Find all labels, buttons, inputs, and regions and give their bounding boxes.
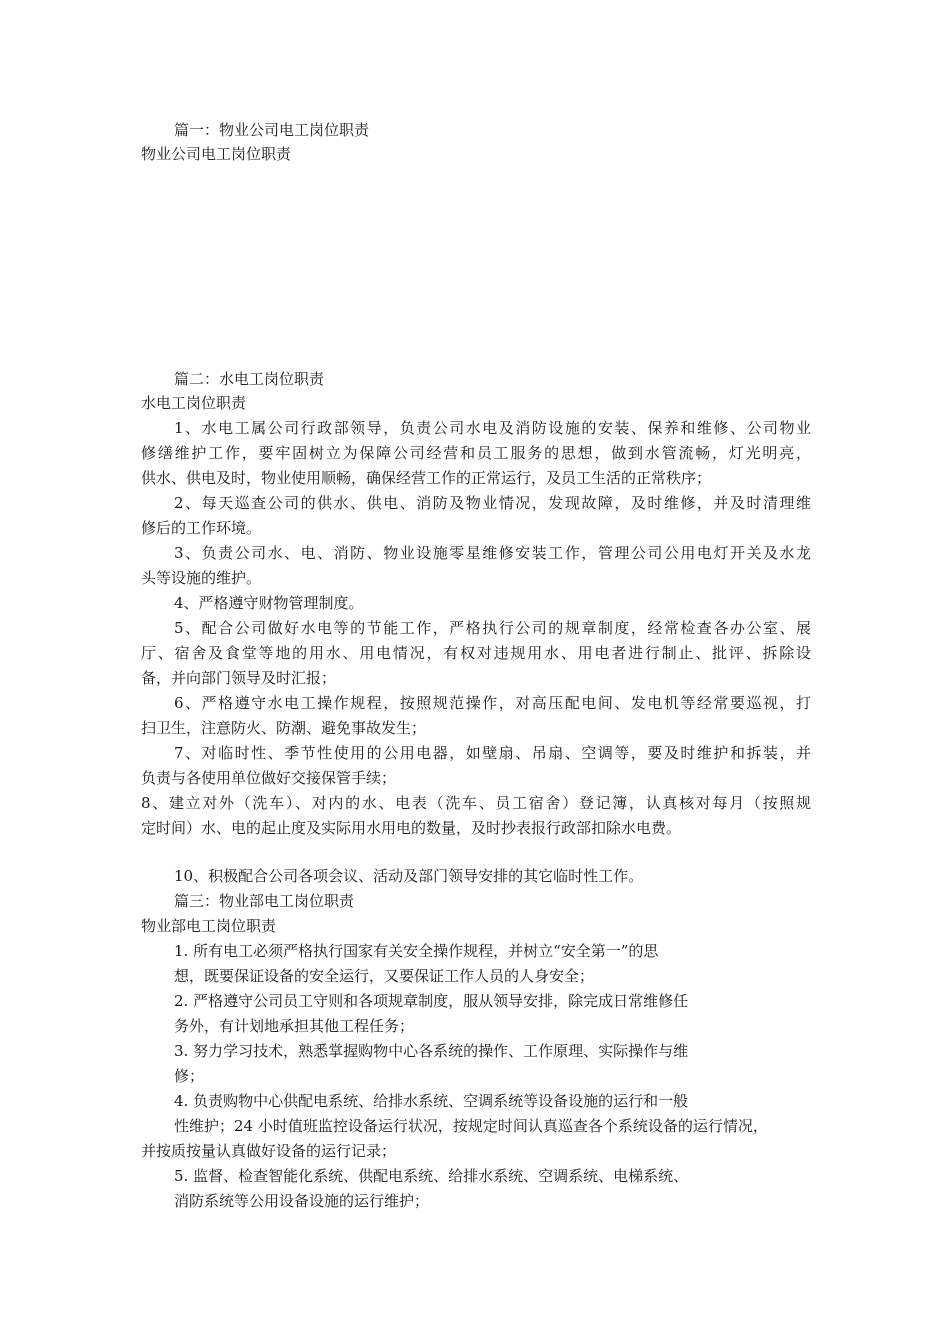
section2-line: 供水、供电及时，物业使用顺畅，确保经营工作的正常运行，及员工生活的正常秩序； bbox=[141, 469, 712, 487]
section3-line: 想，既要保证设备的安全运行，又要保证工作人员的人身安全； bbox=[174, 967, 595, 985]
section2-line: 修缮维护工作，要牢固树立为保障公司经营和员工服务的思想，做到水管流畅，灯光明亮， bbox=[141, 444, 811, 462]
section1-title: 物业公司电工岗位职责 bbox=[141, 145, 292, 163]
section3-line: 性维护；24 小时值班监控设备运行状况，按规定时间认真巡查各个系统设备的运行情况， bbox=[174, 1117, 768, 1135]
section3-line: 并按质按量认真做好设备的运行记录； bbox=[141, 1142, 397, 1160]
section3-heading: 篇三：物业部电工岗位职责 bbox=[174, 892, 355, 910]
section2-line: 厅、宿舍及食堂等地的用水、用电情况，有权对违规用水、用电者进行制止、批评、拆除设 bbox=[141, 644, 811, 662]
section2-line: 扫卫生，注意防火、防潮、避免事故发生； bbox=[141, 719, 427, 737]
section2-line: 4、严格遵守财物管理制度。 bbox=[174, 594, 364, 612]
section2-heading: 篇二：水电工岗位职责 bbox=[174, 370, 325, 388]
section2-line: 3、负责公司水、电、消防、物业设施零星维修安装工作，管理公司公用电灯开关及水龙 bbox=[174, 544, 811, 562]
section2-title: 水电工岗位职责 bbox=[141, 394, 247, 412]
section2-line: 负责与各使用单位做好交接保管手续； bbox=[141, 769, 397, 787]
section2-line: 6、严格遵守水电工操作规程，按照规范操作，对高压配电间、发电机等经常要巡视，打 bbox=[174, 694, 811, 712]
section2-line: 定时间）水、电的起止度及实际用水用电的数量，及时抄表报行政部扣除水电费。 bbox=[141, 819, 682, 837]
section3-line: 消防系统等公用设备设施的运行维护； bbox=[174, 1192, 430, 1210]
section3-title: 物业部电工岗位职责 bbox=[141, 917, 277, 935]
section3-line: 4. 负责购物中心供配电系统、给排水系统、空调系统等设备设施的运行和一般 bbox=[174, 1092, 689, 1110]
section1-heading: 篇一：物业公司电工岗位职责 bbox=[174, 121, 370, 139]
section2-line: 7、对临时性、季节性使用的公用电器，如壁扇、吊扇、空调等，要及时维护和拆装，并 bbox=[174, 744, 811, 762]
section3-line: 2. 严格遵守公司员工守则和各项规章制度，服从领导安排，除完成日常维修任 bbox=[174, 992, 689, 1010]
section2-line: 备，并向部门领导及时汇报； bbox=[141, 669, 337, 687]
section2-line: 2、每天巡查公司的供水、供电、消防及物业情况，发现故障，及时维修，并及时清理维 bbox=[174, 494, 811, 512]
section3-line: 修； bbox=[174, 1067, 205, 1085]
section2-line: 10、积极配合公司各项会议、活动及部门领导安排的其它临时性工作。 bbox=[174, 867, 644, 885]
section3-line: 务外，有计划地承担其他工程任务； bbox=[174, 1017, 415, 1035]
section2-line: 修后的工作环境。 bbox=[141, 519, 262, 537]
section3-line: 5. 监督、检查智能化系统、供配电系统、给排水系统、空调系统、电梯系统、 bbox=[174, 1167, 689, 1185]
section2-line: 5、配合公司做好水电等的节能工作，严格执行公司的规章制度，经常检查各办公室、展 bbox=[174, 619, 811, 637]
section3-line: 1. 所有电工必须严格执行国家有关安全操作规程，并树立“安全第一”的思 bbox=[174, 942, 659, 960]
section2-line: 头等设施的维护。 bbox=[141, 569, 262, 587]
section2-line: 1、水电工属公司行政部领导，负责公司水电及消防设施的安装、保养和维修、公司物业 bbox=[174, 419, 811, 437]
section2-line: 8、建立对外（洗车）、对内的水、电表（洗车、员工宿舍）登记簿，认真核对每月（按照规 bbox=[141, 794, 811, 812]
section3-line: 3. 努力学习技术，熟悉掌握购物中心各系统的操作、工作原理、实际操作与维 bbox=[174, 1042, 689, 1060]
